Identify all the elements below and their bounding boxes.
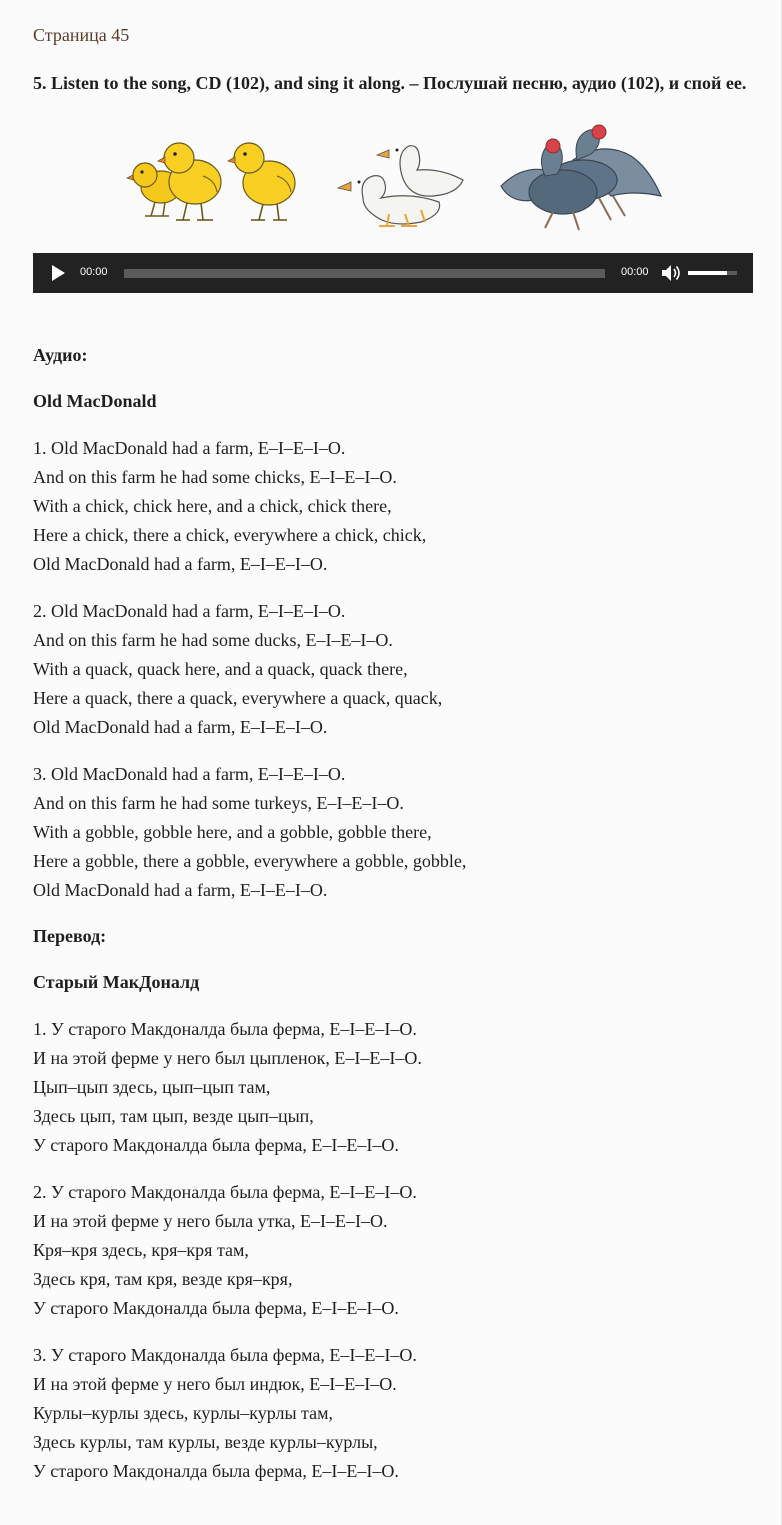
lyric-line: 3. Old MacDonald had a farm, E–I–E–I–O. bbox=[33, 764, 346, 784]
volume-level bbox=[688, 271, 727, 275]
task-instruction: 5. Listen to the song, CD (102), and sing it along. – Послушай песню, аудио (102), и спой ее. bbox=[33, 73, 747, 93]
seek-bar[interactable] bbox=[124, 269, 605, 278]
stanza bbox=[33, 597, 753, 742]
page-label: Страница 45 bbox=[33, 25, 130, 45]
lyric-line: И на этой ферме у него была утка, E–I–E–I–O. bbox=[33, 1211, 388, 1231]
lyric-line: У старого Макдоналда была ферма, E–I–E–I–O. bbox=[33, 1461, 399, 1481]
lyric-line: И на этой ферме у него был цыпленок, E–I–E–I–O. bbox=[33, 1048, 422, 1068]
lyric-line: 2. У старого Макдоналда была ферма, E–I–E–I–O. bbox=[33, 1182, 417, 1202]
lyric-line: И на этой ферме у него был индюк, E–I–E–I–O. bbox=[33, 1374, 397, 1394]
lyric-line: 2. Old MacDonald had a farm, E–I–E–I–O. bbox=[33, 601, 346, 621]
stanza bbox=[33, 434, 753, 579]
lyric-line: Here a gobble, there a gobble, everywhere a gobble, gobble, bbox=[33, 851, 467, 871]
lyric-line: And on this farm he had some turkeys, E–I–E–I–O. bbox=[33, 793, 404, 813]
lyric-line: 1. Old MacDonald had a farm, E–I–E–I–O. bbox=[33, 438, 346, 458]
duration-time: 00:00 bbox=[621, 266, 649, 278]
lyric-line: Здесь курлы, там курлы, везде курлы–курлы, bbox=[33, 1432, 378, 1452]
article-content bbox=[33, 22, 753, 1486]
lyric-line: And on this farm he had some ducks, E–I–E–I–O. bbox=[33, 630, 393, 650]
chick-icon bbox=[127, 143, 295, 220]
lyric-line: With a gobble, gobble here, and a gobble, gobble there, bbox=[33, 822, 432, 842]
stanza bbox=[33, 1015, 753, 1160]
lyric-line: У старого Макдоналда была ферма, E–I–E–I–O. bbox=[33, 1298, 399, 1318]
lyric-line: Old MacDonald had a farm, E–I–E–I–O. bbox=[33, 554, 328, 574]
translation-heading: Перевод: bbox=[33, 926, 107, 946]
lyric-line: And on this farm he had some chicks, E–I–E–I–O. bbox=[33, 467, 397, 487]
song-title: Old MacDonald bbox=[33, 391, 157, 411]
volume-icon[interactable] bbox=[661, 264, 681, 282]
lyric-line: Old MacDonald had a farm, E–I–E–I–O. bbox=[33, 717, 328, 737]
lyric-line: Цып–цып здесь, цып–цып там, bbox=[33, 1077, 271, 1097]
stanza bbox=[33, 760, 753, 905]
lyric-line: Here a chick, there a chick, everywhere a chick, chick, bbox=[33, 525, 427, 545]
lyric-line: With a quack, quack here, and a quack, quack there, bbox=[33, 659, 408, 679]
lyric-line: With a chick, chick here, and a chick, chick there, bbox=[33, 496, 392, 516]
play-button[interactable] bbox=[50, 264, 68, 282]
lyric-line: Here a quack, there a quack, everywhere a quack, quack, bbox=[33, 688, 443, 708]
lyric-line: 3. У старого Макдоналда была ферма, E–I–E–I–O. bbox=[33, 1345, 417, 1365]
volume-slider[interactable] bbox=[688, 271, 737, 275]
current-time: 00:00 bbox=[80, 266, 108, 278]
translation-lyrics bbox=[33, 1015, 753, 1486]
audio-player bbox=[33, 253, 753, 293]
lyric-line: 1. У старого Макдоналда была ферма, E–I–E–I–O. bbox=[33, 1019, 417, 1039]
translation-title: Старый МакДоналд bbox=[33, 972, 200, 992]
lyric-line: У старого Макдоналда была ферма, E–I–E–I–O. bbox=[33, 1135, 399, 1155]
audio-heading: Аудио: bbox=[33, 345, 88, 365]
lyric-line: Кря–кря здесь, кря–кря там, bbox=[33, 1240, 249, 1260]
stanza bbox=[33, 1341, 753, 1486]
farm-birds-illustration bbox=[33, 120, 753, 240]
lyric-line: Здесь цып, там цып, везде цып–цып, bbox=[33, 1106, 314, 1126]
stanza bbox=[33, 1178, 753, 1323]
lyric-line: Old MacDonald had a farm, E–I–E–I–O. bbox=[33, 880, 328, 900]
song-lyrics bbox=[33, 434, 753, 905]
duck-icon bbox=[338, 146, 463, 226]
turkey-icon bbox=[501, 125, 661, 230]
lyric-line: Курлы–курлы здесь, курлы–курлы там, bbox=[33, 1403, 334, 1423]
lyric-line: Здесь кря, там кря, везде кря–кря, bbox=[33, 1269, 293, 1289]
